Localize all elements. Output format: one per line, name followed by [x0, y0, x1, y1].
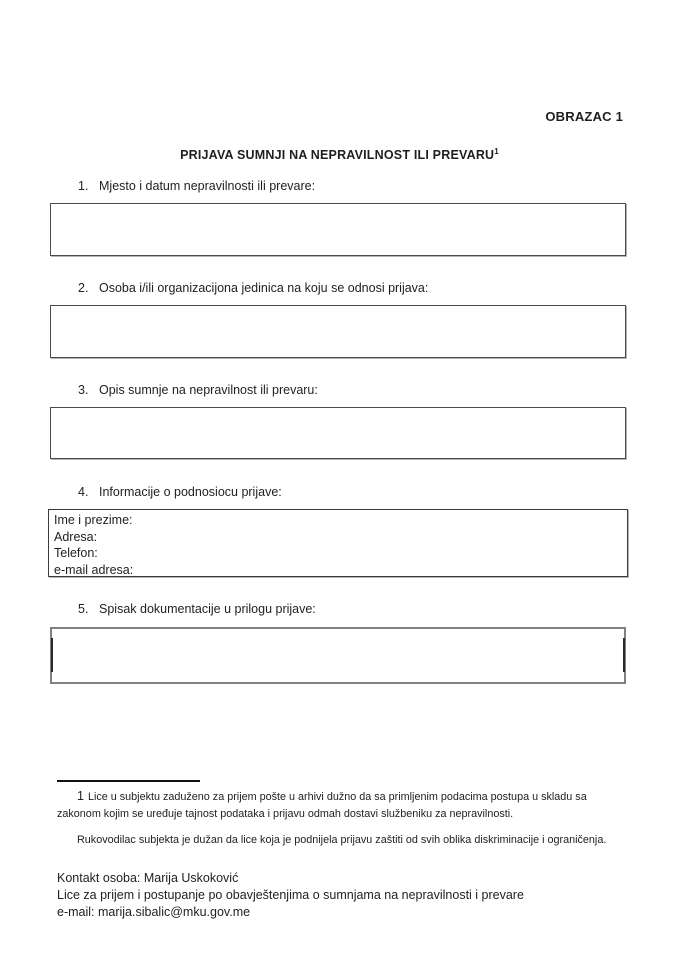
- item-3-text: Opis sumnje na nepravilnost ili prevaru:: [99, 383, 318, 397]
- item-5-text: Spisak dokumentacije u prilogu prijave:: [99, 602, 316, 616]
- footnote-2: [57, 832, 624, 849]
- field-label-address: Adresa:: [54, 529, 98, 544]
- page-title-text: PRIJAVA SUMNJI NA NEPRAVILNOST ILI PREVARU: [180, 148, 495, 162]
- inner-text-frame: [51, 638, 625, 672]
- page-title: [0, 148, 679, 162]
- field-label-name: Ime i prezime:: [54, 513, 133, 527]
- field-box-documents-list[interactable]: [50, 627, 626, 684]
- footnote-separator: [57, 780, 200, 782]
- field-box-place-date[interactable]: [50, 203, 626, 256]
- item-3-number: 3.: [78, 383, 89, 397]
- item-4-text: Informacije o podnosiocu prijave:: [99, 485, 282, 499]
- item-2-label: [78, 281, 428, 295]
- contact-person: Kontakt osoba: Marija Uskoković: [57, 871, 239, 885]
- field-box-description[interactable]: [50, 407, 626, 459]
- item-4-number: 4.: [78, 485, 89, 499]
- title-footnote-ref: 1: [494, 146, 499, 156]
- footnote-2-text: Rukovodilac subjekta je dužan da lice koja je podnijela prijavu zaštiti od svih oblika diskriminacije i ograničenja.: [77, 834, 607, 846]
- field-box-person-unit[interactable]: [50, 305, 626, 358]
- footnote-1-marker: 1: [77, 789, 84, 803]
- item-2-number: 2.: [78, 281, 89, 295]
- item-4-label: [78, 485, 282, 499]
- field-box-submitter-info[interactable]: [48, 509, 628, 577]
- contact-block: [57, 870, 524, 921]
- item-1-number: 1.: [78, 179, 89, 193]
- form-label: OBRAZAC 1: [545, 109, 623, 124]
- contact-email: e-mail: marija.sibalic@mku.gov.me: [57, 905, 251, 919]
- footnote-1: [57, 788, 624, 822]
- item-1-label: [78, 179, 315, 193]
- item-5-label: [78, 602, 316, 616]
- item-5-number: 5.: [78, 602, 89, 616]
- item-2-text: Osoba i/ili organizacijona jedinica na koju se odnosi prijava:: [99, 281, 429, 295]
- field-label-phone: Telefon:: [54, 546, 98, 560]
- item-1-text: Mjesto i datum nepravilnosti ili prevare:: [99, 179, 316, 193]
- item-3-label: [78, 383, 318, 397]
- field-label-email: e-mail adresa:: [54, 562, 134, 577]
- contact-role: Lice za prijem i postupanje po obavještenjima o sumnjama na nepravilnosti i prevare: [57, 888, 524, 902]
- footnote-1-text: Lice u subjektu zaduženo za prijem pošte u arhivi dužno da sa primljenim podacima postupa u skladu sa zakonom kojim se uređuje tajnost podataka i prijavu odmah dostavi službeniku za nepravilnosti.: [57, 791, 587, 820]
